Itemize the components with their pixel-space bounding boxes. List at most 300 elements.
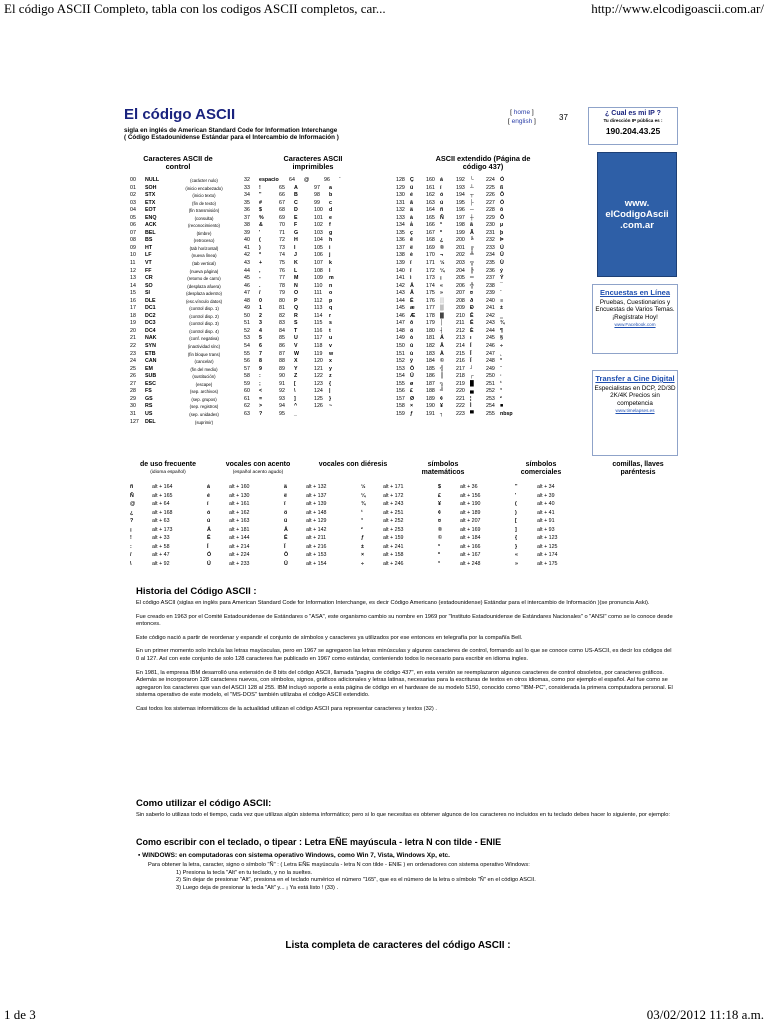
alt-code: alt + 92	[152, 560, 170, 567]
char-symbol: CAN	[145, 358, 157, 365]
char-symbol: Ó	[207, 552, 212, 558]
char-code: 54	[244, 343, 250, 350]
char-description: (inactividad sínc)	[187, 344, 221, 350]
char-code: 50	[244, 312, 250, 319]
char-code: 51	[244, 320, 250, 327]
char-symbol: >	[259, 403, 263, 410]
char-symbol: ¬	[440, 252, 444, 259]
char-code: 15	[130, 290, 136, 297]
char-symbol: 7	[259, 350, 262, 357]
char-code: 241	[486, 305, 495, 312]
char-code: 183	[426, 350, 435, 357]
char-symbol: DC1	[145, 305, 156, 312]
char-code: 23	[130, 350, 136, 357]
history-paragraph: El código ASCII (siglas en inglés para American Standard Code for Information Interchange, es decir Código Americano (estadounidense) Estándar para el intercambio de Información )(se pronuncia Aski).	[136, 600, 650, 606]
alt-code: alt + 214	[229, 543, 250, 550]
char-symbol: £	[410, 388, 413, 395]
ad-box-encuestas[interactable]	[592, 284, 678, 354]
char-symbol: SYN	[145, 343, 156, 350]
ip-label: Tu dirección IP pública es :	[603, 118, 663, 123]
ad-url[interactable]: www.timelapses.es	[615, 408, 655, 414]
table-row	[130, 419, 239, 427]
char-code: 245	[486, 335, 495, 342]
char-code: 213	[456, 335, 465, 342]
alt-code: alt + 207	[460, 518, 481, 524]
char-description: (tab vertical)	[192, 261, 216, 267]
char-symbol: !	[259, 184, 261, 191]
windows-intro: Para obtener la letra, caracter, signo o símbolo "Ñ" : ( Letra EÑE mayúscula - letra N con tilde - ENIE ) en ordenadores con sistema operativo Windows:	[148, 862, 530, 868]
char-code: 61	[244, 395, 250, 402]
char-description: (carácter nulo)	[190, 178, 218, 183]
char-code: 153	[396, 365, 405, 372]
table-row	[130, 290, 239, 298]
char-symbol: Ó	[500, 177, 505, 183]
page-title: El código ASCII Completo, tabla con los codigos ASCII completos, car...	[4, 1, 386, 16]
char-symbol: DEL	[145, 418, 156, 425]
table-row	[244, 351, 359, 359]
table-row	[244, 411, 359, 419]
char-symbol: NULL	[145, 177, 160, 183]
char-symbol: !	[130, 535, 132, 541]
char-code: 46	[244, 282, 250, 289]
char-code: 63	[244, 410, 250, 417]
char-code: 115	[314, 320, 323, 327]
table-row	[130, 260, 239, 268]
char-code: 154	[396, 373, 405, 380]
char-code: 250	[486, 373, 495, 380]
alt-code: alt + 33	[152, 535, 170, 541]
char-symbol: BEL	[145, 229, 156, 236]
table-row	[396, 222, 516, 230]
char-code: 150	[396, 343, 405, 350]
table-row	[130, 222, 239, 230]
char-code: 97	[314, 184, 320, 191]
char-code: 09	[130, 244, 136, 251]
ad-heading[interactable]: Transfer a Cine Digital	[595, 374, 675, 383]
table-row	[396, 200, 516, 208]
char-code: 147	[396, 320, 405, 327]
table-row	[130, 517, 592, 526]
char-symbol: ï	[410, 260, 412, 267]
char-symbol: î	[410, 267, 412, 274]
char-symbol: ©	[440, 358, 444, 365]
char-symbol: HT	[145, 244, 153, 251]
table-row	[130, 230, 239, 238]
table-row	[130, 551, 592, 560]
char-symbol: Þ	[500, 237, 504, 244]
char-symbol: ACK	[145, 222, 157, 229]
alt-commercial-heading: símbolos comerciales	[520, 461, 562, 476]
char-symbol: È	[470, 327, 474, 334]
char-symbol: ï	[284, 501, 286, 507]
table-row	[130, 526, 592, 535]
char-symbol: 2	[259, 312, 262, 319]
char-description: (cancelar)	[194, 359, 214, 365]
char-symbol: ´	[500, 290, 502, 297]
char-code: 107	[314, 260, 323, 267]
char-code: 126	[314, 403, 323, 410]
char-code: 78	[279, 282, 285, 289]
char-symbol: ¯	[500, 282, 503, 289]
char-symbol: û	[410, 343, 414, 350]
char-code: 13	[130, 275, 136, 282]
step-1: 1) Presiona la tecla "Alt" en tu teclado, y no la sueltes.	[176, 869, 313, 876]
char-symbol: ÿ	[410, 358, 413, 365]
char-code: 55	[244, 350, 250, 357]
char-code: 244	[486, 327, 495, 334]
char-code: 155	[396, 380, 405, 387]
char-code: 209	[456, 305, 465, 312]
char-symbol: ¹	[500, 380, 502, 387]
ip-box	[588, 107, 678, 145]
char-symbol: °	[438, 560, 441, 567]
windows-heading: ▪ WINDOWS: en computadoras con sistema operativo Windows, como Win 7, Vista, Windows Xp, etc.	[138, 852, 450, 859]
char-code: 227	[486, 199, 495, 206]
char-symbol: /	[259, 290, 261, 297]
char-symbol: J	[294, 252, 297, 259]
subtitle-line-2: ( Código Estadounidense Estándar para el Intercambio de Información )	[124, 134, 339, 142]
char-symbol: É	[410, 297, 414, 304]
char-code: 194	[456, 192, 465, 199]
char-code: 17	[130, 305, 136, 312]
char-code: 42	[244, 252, 250, 259]
char-symbol: Ú	[207, 560, 211, 567]
char-symbol: <	[259, 388, 263, 395]
alt-code: alt + 130	[229, 492, 250, 499]
char-symbol: ESC	[145, 380, 156, 387]
char-symbol: £	[438, 492, 441, 499]
table-row	[130, 177, 239, 185]
char-symbol: ì	[410, 275, 412, 282]
char-symbol: Å	[410, 290, 414, 297]
char-symbol: p	[329, 297, 333, 304]
char-symbol: ¡	[440, 275, 442, 282]
alt-code: alt + 160	[229, 484, 250, 490]
char-symbol: "	[259, 192, 262, 199]
char-code: 06	[130, 222, 136, 229]
char-symbol: Ñ	[440, 214, 444, 221]
table-row	[396, 358, 516, 366]
table-row	[130, 245, 239, 253]
char-code: 04	[130, 207, 136, 214]
table-row	[130, 207, 239, 215]
char-code: 249	[486, 365, 495, 372]
char-symbol: y	[329, 365, 332, 372]
alt-code: alt + 132	[306, 484, 327, 490]
char-symbol: ¢	[440, 395, 443, 402]
table-row	[396, 230, 516, 238]
char-symbol: {	[515, 535, 518, 541]
table-row	[396, 305, 516, 313]
char-symbol: ¼	[361, 492, 366, 499]
table-row	[396, 185, 516, 193]
alt-frequent-label: de uso frecuente	[139, 461, 196, 468]
alt-code: alt + 91	[537, 518, 555, 524]
char-code: 210	[456, 312, 465, 319]
table-row	[130, 252, 239, 260]
char-symbol: G	[294, 229, 299, 236]
language-links: [ home ] [ english ]	[508, 109, 536, 125]
char-symbol: ð	[470, 297, 474, 304]
table-row	[130, 388, 239, 396]
char-symbol: `	[339, 177, 341, 183]
char-symbol: SOH	[145, 184, 157, 191]
char-symbol: ¤	[470, 290, 473, 297]
document-page	[118, 100, 678, 980]
logo-line-2: elCodigoAscii	[605, 209, 669, 220]
char-symbol: ø	[410, 380, 414, 387]
ad-url[interactable]: www.Facebook.com	[614, 322, 656, 328]
char-symbol: i	[329, 244, 331, 251]
table-row	[396, 245, 516, 253]
ip-question[interactable]: ¿ Cual es mi IP ?	[605, 110, 661, 117]
char-code: 69	[279, 214, 285, 221]
char-code: 25	[130, 365, 136, 372]
char-symbol: C	[294, 199, 298, 206]
char-symbol: nbsp	[500, 410, 513, 417]
alt-code: alt + 159	[383, 535, 404, 541]
char-code: 207	[456, 290, 465, 297]
char-code: 121	[314, 365, 323, 372]
table-row	[130, 560, 592, 569]
char-description: (control disp. 4)	[189, 328, 219, 334]
char-code: 52	[244, 327, 250, 334]
alt-frequent-heading	[128, 461, 208, 477]
char-symbol: _	[294, 410, 297, 417]
char-symbol: espacio	[259, 177, 279, 183]
history-paragraph: En un primer momento solo incluía las letras mayúsculas, pero en 1967 se agregaron las letras minúsculas y algunos caracteres de control, formando así lo que se conoce como US-ASCII, es decir los códigos del 0 al 127. Así con este conjunto de solo 128 caracteres fue publicado en 1967 como estándar, conteniendo todos lo necesario para escribir en idioma ingles.	[136, 648, 672, 662]
char-symbol: Á	[207, 526, 211, 533]
table-row	[244, 177, 359, 185]
char-code: 47	[244, 290, 250, 297]
ad-heading[interactable]: Encuestas en Línea	[599, 288, 671, 297]
table-row	[130, 411, 239, 419]
alt-code: alt + 216	[306, 543, 327, 550]
site-logo[interactable]	[597, 152, 677, 277]
char-code: 185	[426, 365, 435, 372]
table-row	[396, 343, 516, 351]
printable-chars-table	[244, 177, 359, 419]
char-code: 156	[396, 388, 405, 395]
char-symbol: t	[329, 327, 331, 334]
char-code: 57	[244, 365, 250, 372]
char-code: 223	[456, 410, 465, 417]
alt-code: alt + 175	[537, 560, 558, 567]
table-row	[130, 366, 239, 374]
char-symbol: ╠	[470, 267, 474, 274]
ip-address: 190.204.43.25	[605, 126, 661, 136]
char-symbol: ]	[515, 526, 517, 533]
char-symbol: É	[207, 535, 211, 541]
howto-heading: Como utilizar el código ASCII:	[136, 798, 272, 809]
char-code: 178	[426, 312, 435, 319]
char-code: 18	[130, 312, 136, 319]
alt-accent-label: vocales con acento	[225, 461, 291, 468]
char-symbol: ó	[440, 192, 444, 199]
table-row	[130, 396, 239, 404]
english-link[interactable]: english	[511, 117, 533, 125]
char-symbol: ╣	[440, 365, 444, 372]
char-symbol: $	[259, 207, 262, 214]
char-code: 187	[426, 380, 435, 387]
char-description: (sep. archivos)	[189, 389, 219, 395]
table-row	[244, 313, 359, 321]
char-symbol: ▒	[440, 305, 444, 312]
table-row	[130, 298, 239, 306]
char-symbol: m	[329, 275, 334, 282]
char-symbol: ╚	[470, 237, 474, 244]
char-code: 246	[486, 343, 495, 350]
char-code: 168	[426, 237, 435, 244]
char-symbol: '	[515, 492, 517, 499]
table-row	[244, 245, 359, 253]
char-symbol: \	[130, 560, 132, 567]
char-code: 225	[486, 184, 495, 191]
char-symbol: ü	[284, 518, 288, 524]
char-code: 134	[396, 222, 405, 229]
char-code: 82	[279, 312, 285, 319]
char-symbol: STX	[145, 192, 156, 199]
char-code: 93	[279, 395, 285, 402]
char-symbol: Ö	[410, 365, 415, 372]
char-code: 200	[456, 237, 465, 244]
char-code: 36	[244, 207, 250, 214]
char-symbol: ú	[440, 199, 444, 206]
char-symbol: õ	[500, 207, 504, 214]
char-symbol: ┤	[440, 327, 444, 334]
alt-code: alt + 58	[152, 543, 170, 550]
char-symbol: 1	[259, 305, 262, 312]
alt-code: alt + 224	[229, 552, 250, 558]
char-code: 96	[324, 177, 330, 183]
char-code: 239	[486, 290, 495, 297]
char-code: 174	[426, 282, 435, 289]
char-code: 75	[279, 260, 285, 267]
char-symbol: "	[515, 484, 518, 490]
char-symbol: SUB	[145, 373, 157, 380]
char-code: 49	[244, 305, 250, 312]
char-code: 44	[244, 267, 250, 274]
char-code: 195	[456, 199, 465, 206]
extended-chars-table	[396, 177, 516, 419]
table-row	[396, 177, 516, 185]
alt-code: alt + 47	[152, 552, 170, 558]
char-symbol: é	[410, 192, 413, 199]
char-symbol: :	[259, 373, 261, 380]
history-paragraph: Casi todos los sistemas informáticos de la actualidad utilizan el código ASCII para representar caracteres y textos (32) .	[136, 705, 437, 712]
char-symbol: =	[259, 395, 263, 402]
char-code: 90	[279, 373, 285, 380]
char-code: 56	[244, 358, 250, 365]
alt-code: alt + 39	[537, 492, 555, 499]
char-symbol: FF	[145, 267, 152, 274]
page-url[interactable]: http://www.elcodigoascii.com.ar/	[591, 1, 764, 16]
char-symbol: GS	[145, 395, 153, 402]
char-symbol: ETB	[145, 350, 156, 357]
char-code: 35	[244, 199, 250, 206]
char-description: (esc.vínculo datos)	[185, 298, 223, 304]
table-row	[396, 388, 516, 396]
char-code: 39	[244, 229, 250, 236]
char-code: 16	[130, 297, 136, 304]
table-row	[396, 260, 516, 268]
table-row	[396, 403, 516, 411]
char-symbol: D	[294, 207, 298, 214]
char-description: (retorno de carro)	[187, 276, 221, 282]
ad-box-cine[interactable]	[592, 370, 678, 456]
table-row	[130, 351, 239, 359]
char-symbol: U	[294, 335, 298, 342]
char-description: (desplaza adentro)	[186, 291, 222, 297]
char-symbol: ÷	[361, 560, 364, 567]
char-code: 145	[396, 305, 405, 312]
print-header	[0, 0, 768, 18]
char-code: 117	[314, 335, 323, 342]
char-code: 184	[426, 358, 435, 365]
char-symbol: ≡	[500, 297, 504, 304]
char-code: 07	[130, 229, 136, 236]
char-symbol: DLE	[145, 297, 156, 304]
char-symbol: ]	[294, 395, 296, 402]
char-symbol: à	[410, 214, 413, 221]
char-symbol: ±	[500, 305, 503, 312]
home-link[interactable]: home	[513, 109, 531, 116]
char-symbol: n	[329, 282, 333, 289]
char-symbol: ²	[500, 395, 502, 402]
char-code: 229	[486, 214, 495, 221]
char-code: 122	[314, 373, 323, 380]
table-row	[244, 305, 359, 313]
alt-code: alt + 153	[306, 552, 327, 558]
char-symbol: ¹	[361, 509, 363, 516]
char-code: 219	[456, 380, 465, 387]
alt-code: alt + 142	[306, 526, 327, 533]
char-code: 02	[130, 192, 136, 199]
char-symbol: Ü	[410, 373, 414, 380]
table-row	[130, 373, 239, 381]
alt-code: alt + 139	[306, 501, 327, 507]
char-symbol: ░	[440, 297, 444, 304]
char-code: 167	[426, 229, 435, 236]
alt-code: alt + 154	[306, 560, 327, 567]
char-symbol: }	[329, 395, 332, 402]
char-code: 86	[279, 343, 285, 350]
alt-code: alt + 144	[229, 535, 250, 541]
table-row	[244, 320, 359, 328]
char-code: 73	[279, 244, 285, 251]
history-paragraph: Este código nació a partir de reordenar y expandir el conjunto de símbolos y caracteres ya utilizados por ese entonces en telegrafía por la compañía Bell.	[136, 634, 523, 641]
char-code: 222	[456, 403, 465, 410]
char-symbol: ·	[500, 373, 502, 380]
char-symbol: v	[329, 343, 332, 350]
char-code: 05	[130, 214, 136, 221]
char-symbol: EM	[145, 365, 153, 372]
char-code: 212	[456, 327, 465, 334]
char-symbol: ı	[470, 335, 472, 342]
char-code: 65	[279, 184, 285, 191]
char-symbol: w	[329, 350, 334, 357]
print-footer	[0, 1006, 768, 1024]
char-code: 59	[244, 380, 250, 387]
char-code: 102	[314, 222, 323, 229]
char-description: (suprimir)	[194, 419, 214, 425]
table-row	[244, 396, 359, 404]
alt-code: alt + 161	[229, 501, 250, 507]
alt-code: alt + 253	[383, 526, 404, 533]
char-symbol: Û	[500, 252, 504, 259]
char-symbol: 5	[259, 335, 262, 342]
char-symbol: q	[329, 305, 333, 312]
